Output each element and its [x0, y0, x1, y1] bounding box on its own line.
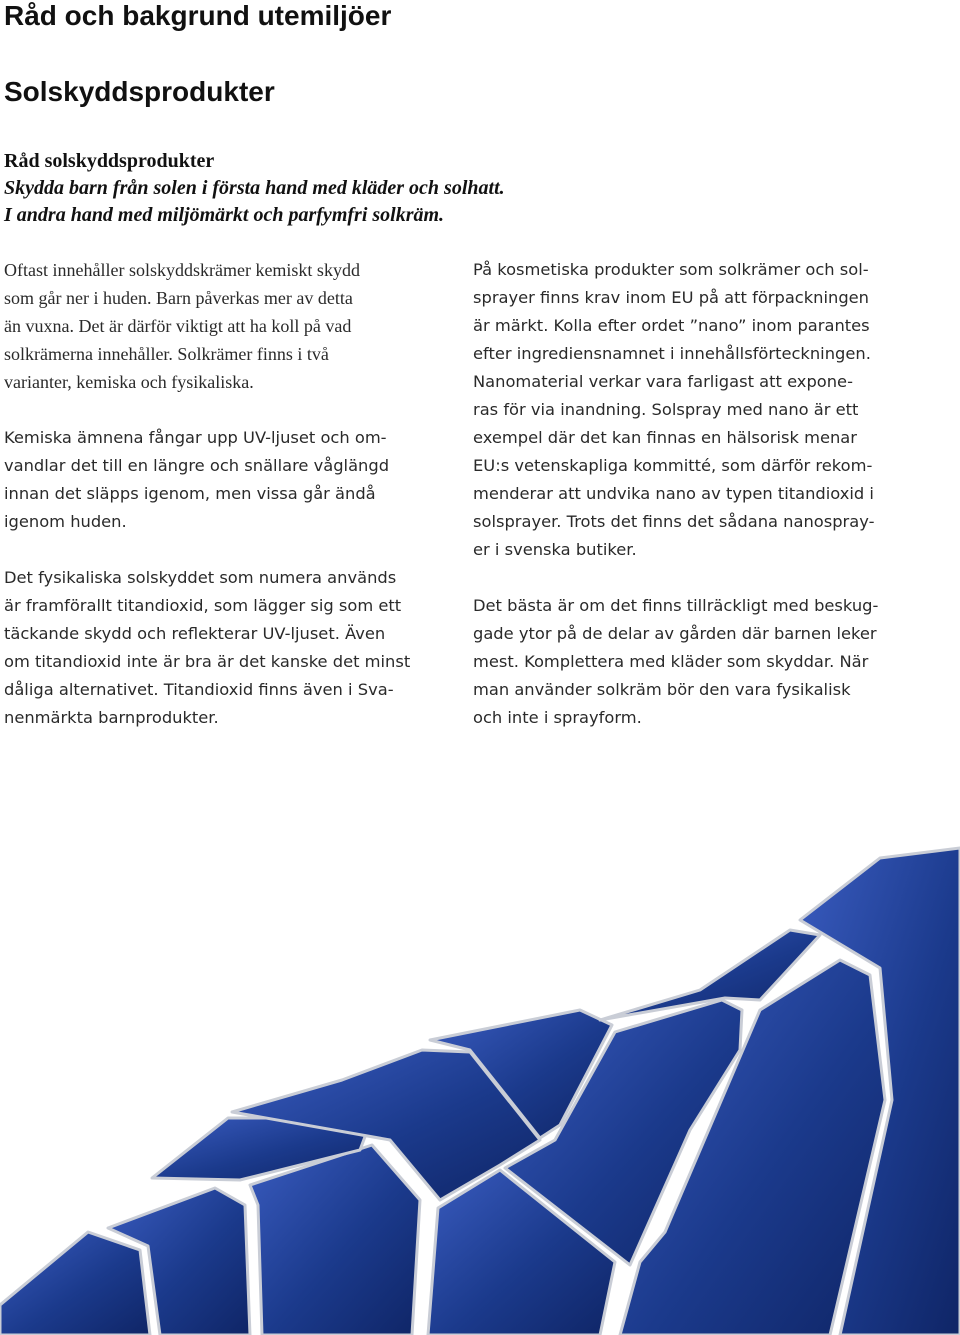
text-line: efter ingrediensnamnet i innehållsförteckningen. — [473, 344, 871, 363]
text-line: På kosmetiska produkter som solkrämer och sol- — [473, 260, 869, 279]
text-line: solsprayer. Trots det finns det sådana nanospray- — [473, 512, 875, 531]
text-line: täckande skydd och reflekterar UV-ljuset. Även — [4, 624, 386, 643]
text-line: och inte i sprayform. — [473, 708, 642, 727]
text-line: Kemiska ämnena fångar upp UV-ljuset och om- — [4, 428, 387, 447]
text-line: dåliga alternativet. Titandioxid finns även i Sva- — [4, 680, 394, 699]
advice-line: I andra hand med miljömärkt och parfymfri solkräm. — [4, 204, 445, 226]
page-heading: Råd och bakgrund utemiljöer — [4, 0, 392, 31]
text-line: är märkt. Kolla efter ordet ”nano” inom parantes — [473, 316, 870, 335]
text-line: igenom huden. — [4, 512, 127, 531]
text-line: gade ytor på de delar av gården där barnen leker — [473, 624, 877, 643]
text-line: nenmärkta barnprodukter. — [4, 708, 219, 727]
text-line: mest. Komplettera med kläder som skyddar. När — [473, 652, 869, 671]
text-line: Det fysikaliska solskyddet som numera används — [4, 568, 397, 587]
text-line: menderar att undvika nano av typen titandioxid i — [473, 484, 874, 503]
text-line: er i svenska butiker. — [473, 540, 637, 559]
text-line: Nanomaterial verkar vara farligast att expone- — [473, 372, 853, 391]
text-line: om titandioxid inte är bra är det kanske det minst — [4, 652, 411, 671]
text-line: som går ner i huden. Barn påverkas mer av detta — [4, 288, 353, 308]
advice-line: Skydda barn från solen i första hand med kläder och solhatt. — [4, 177, 505, 199]
text-line: är framförallt titandioxid, som lägger sig som ett — [4, 596, 402, 615]
text-line: Det bästa är om det finns tillräckligt med beskug- — [473, 596, 879, 615]
text-line: ras för via inandning. Solspray med nano är ett — [473, 400, 859, 419]
text-line: vandlar det till en längre och snällare våglängd — [4, 456, 390, 475]
advice-title: Råd solskyddsprodukter — [4, 150, 215, 172]
blue-tile — [0, 1232, 150, 1335]
text-line: än vuxna. Det är därför viktigt att ha koll på vad — [4, 316, 352, 336]
text-line: Oftast innehåller solskyddskrämer kemiskt skydd — [4, 260, 360, 280]
text-line: innan det släpps igenom, men vissa går ändå — [4, 484, 376, 503]
blue-tile — [250, 1145, 420, 1335]
text-line: sprayer finns krav inom EU på att förpackningen — [473, 288, 870, 307]
text-line: varianter, kemiska och fysikaliska. — [4, 372, 254, 392]
text-line: man använder solkräm bör den vara fysikalisk — [473, 680, 851, 699]
text-line: EU:s vetenskapliga kommitté, som därför rekom- — [473, 456, 873, 475]
text-line: solkrämerna innehåller. Solkrämer finns i två — [4, 344, 329, 364]
section-heading: Solskyddsprodukter — [4, 76, 275, 107]
text-line: exempel där det kan finnas en hälsorisk menar — [473, 428, 857, 447]
